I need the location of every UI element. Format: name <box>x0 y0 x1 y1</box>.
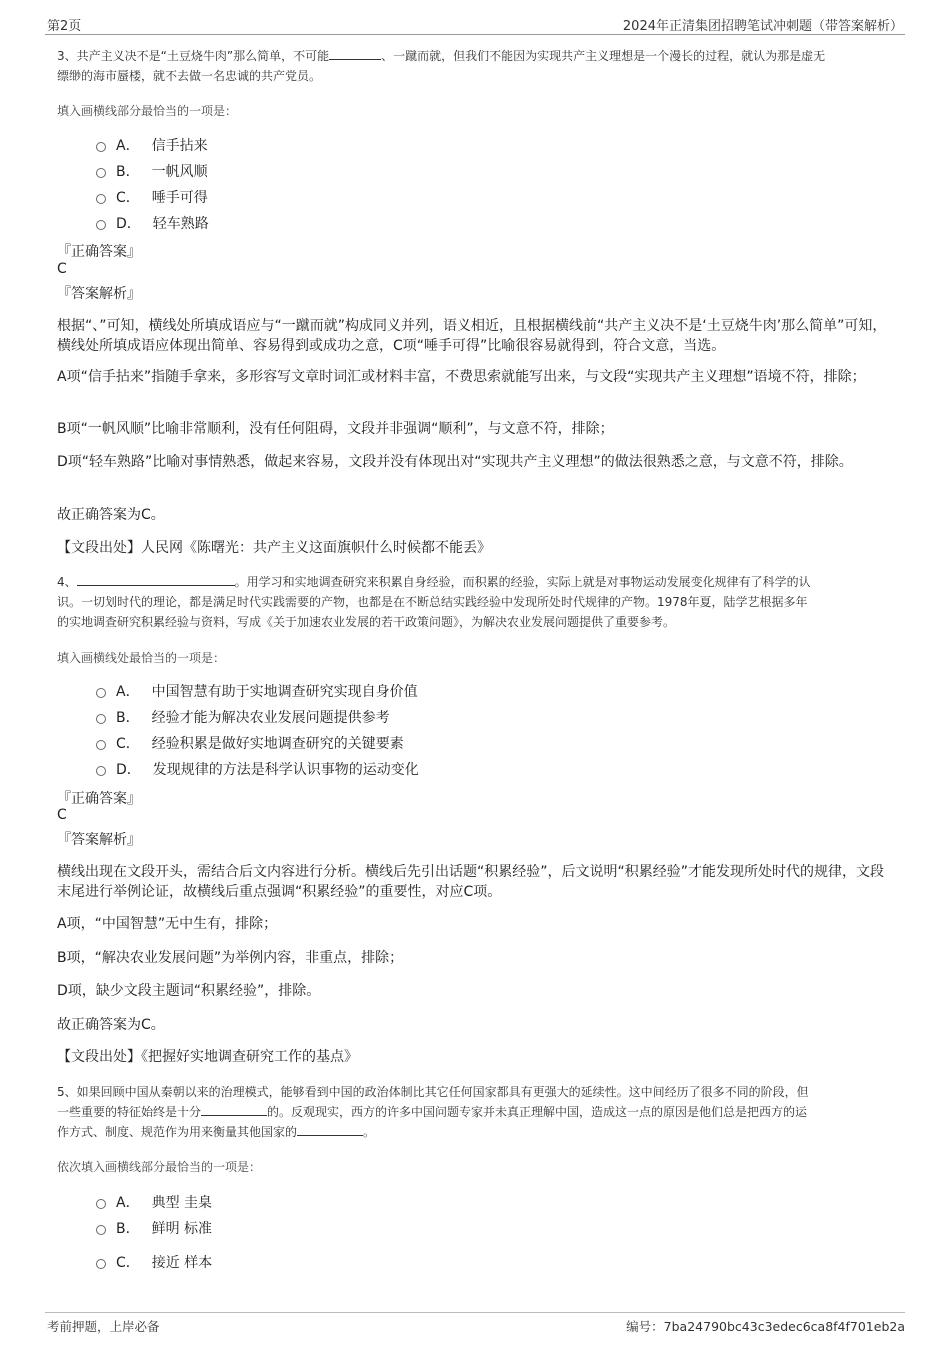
radio-icon[interactable] <box>96 714 106 724</box>
q4-option-a[interactable]: A． 中国智慧有助于实地调查研究实现自身价值 <box>96 680 418 702</box>
q3-analysis-label: 『答案解析』 <box>57 286 141 302</box>
q3-stem-part-b: 、一蹴而就，但我们不能因为实现共产主义理想是一个漫长的过程，就认为那是虚无 <box>381 49 826 63</box>
q4-stem-part-a: 。用学习和实地调查研究来积累自身经验，而积累的经验，实际上就是对事物运动发展变化规律有了科学的认 <box>234 575 811 589</box>
q5-option-c[interactable]: C． 接近 样本 <box>96 1251 212 1273</box>
q3-option-d[interactable]: D． 轻车熟路 <box>96 212 209 234</box>
q4-answer-label: 『正确答案』 <box>57 791 141 807</box>
question-3-stem <box>57 46 897 86</box>
document-id: 编号：7ba24790bc43c3edec6ca8f4f701eb2a <box>626 1319 905 1334</box>
radio-icon[interactable] <box>96 1199 106 1209</box>
q4-prompt: 填入画横线处最恰当的一项是： <box>57 651 226 665</box>
q3-option-b[interactable]: B． 一帆风顺 <box>96 160 208 182</box>
q5-stem-part-a: 5、如果回顾中国从秦朝以来的治理模式，能够看到中国的政治体制比其它任何国家都具有更强大的延续性。这中间经历了很多不同的阶段，但 <box>57 1085 809 1099</box>
radio-icon[interactable] <box>96 688 106 698</box>
q4-analysis-1: 横线出现在文段开头，需结合后文内容进行分析。横线后先引出话题“积累经验”，后文说明“积累经验”才能发现所处时代的规律，文段末尾进行举例论证，故横线后重点强调“积累经验”的重要性，对应C项。 <box>57 864 885 900</box>
q3-prompt: 填入画横线部分最恰当的一项是： <box>57 104 238 118</box>
footer-slogan: 考前押题，上岸必备 <box>47 1319 160 1334</box>
radio-icon[interactable] <box>96 220 106 230</box>
radio-icon[interactable] <box>96 142 106 152</box>
q3-answer: C <box>57 261 67 277</box>
question-4-stem <box>57 572 897 632</box>
q3-source: 【文段出处】人民网《陈曙光：共产主义这面旗帜什么时候都不能丢》 <box>57 540 491 556</box>
q4-source: 【文段出处】《把握好实地调查研究工作的基点》 <box>57 1049 358 1065</box>
q3-option-c[interactable]: C． 唾手可得 <box>96 186 208 208</box>
q5-stem-part-b1: 一些重要的特征始终是十分 <box>57 1105 202 1119</box>
document-title: 2024年正清集团招聘笔试冲刺题（带答案解析） <box>622 19 903 34</box>
q3-analysis-1: 根据“、”可知，横线处所填成语应与“一蹴而就”构成同义并列，语义相近，且根据横线前“共产主义决不是‘土豆烧牛肉’那么简单”可知，横线处所填成语应体现出简单、容易得到或成功之意，C项“唾手可得”比喻很容易就得到，符合文意，当选。 <box>57 318 887 354</box>
q5-blank-2 <box>297 1122 363 1136</box>
page-number: 第2页 <box>47 19 82 34</box>
q4-stem-part-c: 的实地调查研究积累经验与资料，写成《关于加速农业发展的若干政策问题》，为解决农业发展问题提供了重要参考。 <box>57 615 676 629</box>
q4-option-d[interactable]: D． 发现规律的方法是科学认识事物的运动变化 <box>96 758 419 780</box>
q4-analysis-2: A项，“中国智慧”无中生有，排除； <box>57 916 278 932</box>
q3-answer-label: 『正确答案』 <box>57 244 141 260</box>
radio-icon[interactable] <box>96 766 106 776</box>
q5-stem-part-b2: 的。反观现实，西方的许多中国问题专家并未真正理解中国，造成这一点的原因是他们总是把西方的运 <box>267 1105 808 1119</box>
radio-icon[interactable] <box>96 194 106 204</box>
q3-analysis-4: D项“轻车熟路”比喻对事情熟悉，做起来容易，文段并没有体现出对“实现共产主义理想”的做法很熟悉之意，与文意不符，排除。 <box>57 454 853 470</box>
radio-icon[interactable] <box>96 1225 106 1235</box>
page-footer <box>45 1312 905 1339</box>
radio-icon[interactable] <box>96 1259 106 1269</box>
q3-option-a[interactable]: A． 信手拈来 <box>96 134 208 156</box>
q4-blank <box>77 572 235 586</box>
radio-icon[interactable] <box>96 740 106 750</box>
q5-stem-part-c1: 作方式、制度、规范作为用来衡量其他国家的 <box>57 1125 298 1139</box>
q4-analysis-4: D项，缺少文段主题词“积累经验”，排除。 <box>57 983 321 999</box>
q4-option-b[interactable]: B． 经验才能为解决农业发展问题提供参考 <box>96 706 390 728</box>
q3-analysis-3: B项“一帆风顺”比喻非常顺利，没有任何阻碍，文段并非强调“顺利”，与文意不符，排除； <box>57 421 614 437</box>
question-5-stem <box>57 1082 897 1142</box>
q5-option-a[interactable]: A． 典型 圭臬 <box>96 1191 212 1213</box>
q4-stem-part-b: 识。一切划时代的理论，都是满足时代实践需要的产物，也都是在不断总结实践经验中发现所处时代规律的产物。1978年夏，陆学艺根据多年 <box>57 595 808 609</box>
q5-stem-part-c2: 。 <box>363 1125 376 1139</box>
page-header <box>45 12 905 35</box>
q5-blank-1 <box>201 1102 267 1116</box>
q4-analysis-3: B项，“解决农业发展问题”为举例内容，非重点，排除； <box>57 950 404 966</box>
q4-analysis-label: 『答案解析』 <box>57 832 141 848</box>
q4-answer: C <box>57 807 67 823</box>
q4-analysis-5: 故正确答案为C。 <box>57 1017 165 1033</box>
q5-option-b[interactable]: B． 鲜明 标准 <box>96 1217 212 1239</box>
q3-analysis-2: A项“信手拈来”指随手拿来，多形容写文章时词汇或材料丰富，不费思索就能写出来，与文段“实现共产主义理想”语境不符，排除； <box>57 369 866 385</box>
q3-stem-part-c: 缥缈的海市蜃楼，就不去做一名忠诚的共产党员。 <box>57 69 322 83</box>
q4-option-c[interactable]: C． 经验积累是做好实地调查研究的关键要素 <box>96 732 404 754</box>
radio-icon[interactable] <box>96 168 106 178</box>
q3-blank <box>329 46 381 60</box>
q4-number: 4、 <box>57 575 77 589</box>
q3-stem-part-a: 3、共产主义决不是“土豆烧牛肉”那么简单，不可能 <box>57 49 330 63</box>
q3-analysis-5: 故正确答案为C。 <box>57 507 165 523</box>
q5-prompt: 依次填入画横线部分最恰当的一项是： <box>57 1160 262 1174</box>
